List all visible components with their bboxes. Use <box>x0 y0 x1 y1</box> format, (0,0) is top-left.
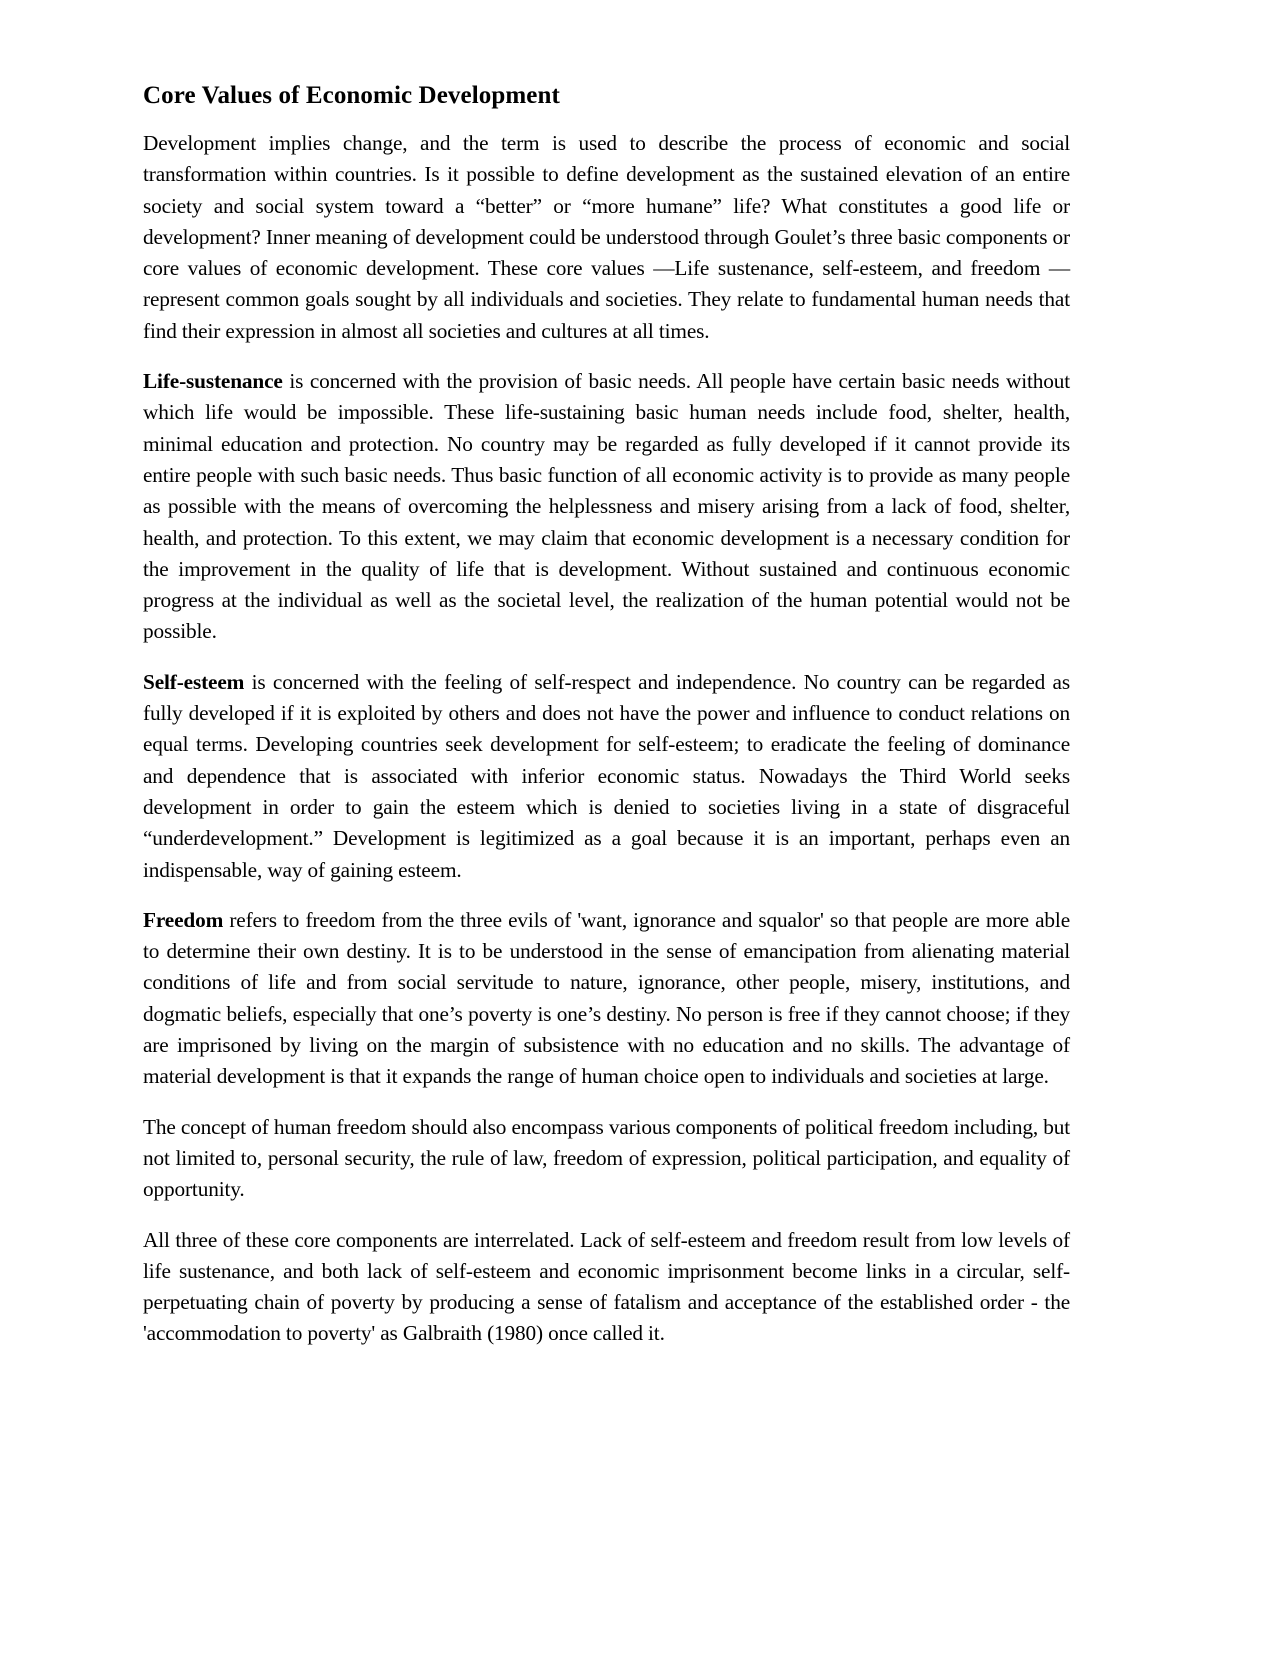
paragraph-text: Development implies change, and the term is used to describe the process of economic and social transformation within countries. Is it possible to define development as the sustained elevation of an entire society and social system toward a “better” or “more humane” life? What constitutes a good life or development? Inner meaning of development could be understood through Goulet’s three basic components or core values of economic development. These core values —Life sustenance, self-esteem, and freedom —represent common goals sought by all individuals and societies. They relate to fundamental human needs that find their expression in almost all societies and cultures at all times. <box>143 131 1070 343</box>
paragraph-text: The concept of human freedom should also encompass various components of political freedom including, but not limited to, personal security, the rule of law, freedom of expression, political participation, and equality of opportunity. <box>143 1114 1070 1202</box>
paragraph-political-freedom <box>143 1112 1070 1206</box>
document-page <box>143 78 1070 1369</box>
paragraph-lead-term: Freedom <box>143 907 224 932</box>
paragraph-freedom <box>143 905 1070 1093</box>
paragraph-self-esteem <box>143 667 1070 886</box>
document-title: Core Values of Economic Development <box>143 82 560 109</box>
paragraph-text: All three of these core components are interrelated. Lack of self-esteem and freedom result from low levels of life sustenance, and both lack of self-esteem and economic imprisonment become links in a circular, self-perpetuating chain of poverty by producing a sense of fatalism and acceptance of the established order - the 'accommodation to poverty' as Galbraith (1980) once called it. <box>143 1227 1070 1346</box>
paragraph-lead-term: Life-sustenance <box>143 369 283 394</box>
paragraph-intro <box>143 128 1070 347</box>
paragraph-life-sustenance <box>143 366 1070 648</box>
paragraph-text: refers to freedom from the three evils of 'want, ignorance and squalor' so that people are more able to determine their own destiny. It is to be understood in the sense of emancipation from alienating material conditions of life and from social servitude to nature, ignorance, other people, misery, institutions, and dogmatic beliefs, especially that one’s poverty is one’s destiny. No person is free if they cannot choose; if they are imprisoned by living on the margin of subsistence with no education and no skills. The advantage of material development is that it expands the range of human choice open to individuals and societies at large. <box>143 907 1070 1089</box>
paragraph-text: is concerned with the provision of basic needs. All people have certain basic needs without which life would be impossible. These life-sustaining basic human needs include food, shelter, health, minimal education and protection. No country may be regarded as fully developed if it cannot provide its entire people with such basic needs. Thus basic function of all economic activity is to provide as many people as possible with the means of overcoming the helplessness and misery arising from a lack of food, shelter, health, and protection. To this extent, we may claim that economic development is a necessary condition for the improvement in the quality of life that is development. Without sustained and continuous economic progress at the individual as well as the societal level, the realization of the human potential would not be possible. <box>143 369 1070 644</box>
paragraph-text: is concerned with the feeling of self-respect and independence. No country can be regarded as fully developed if it is exploited by others and does not have the power and influence to conduct relations on equal terms. Developing countries seek development for self-esteem; to eradicate the feeling of dominance and dependence that is associated with inferior economic status. Nowadays the Third World seeks development in order to gain the esteem which is denied to societies living in a state of disgraceful “underdevelopment.” Development is legitimized as a goal because it is an important, perhaps even an indispensable, way of gaining esteem. <box>143 669 1070 882</box>
paragraph-interrelated <box>143 1225 1070 1350</box>
paragraph-lead-term: Self-esteem <box>143 669 245 694</box>
